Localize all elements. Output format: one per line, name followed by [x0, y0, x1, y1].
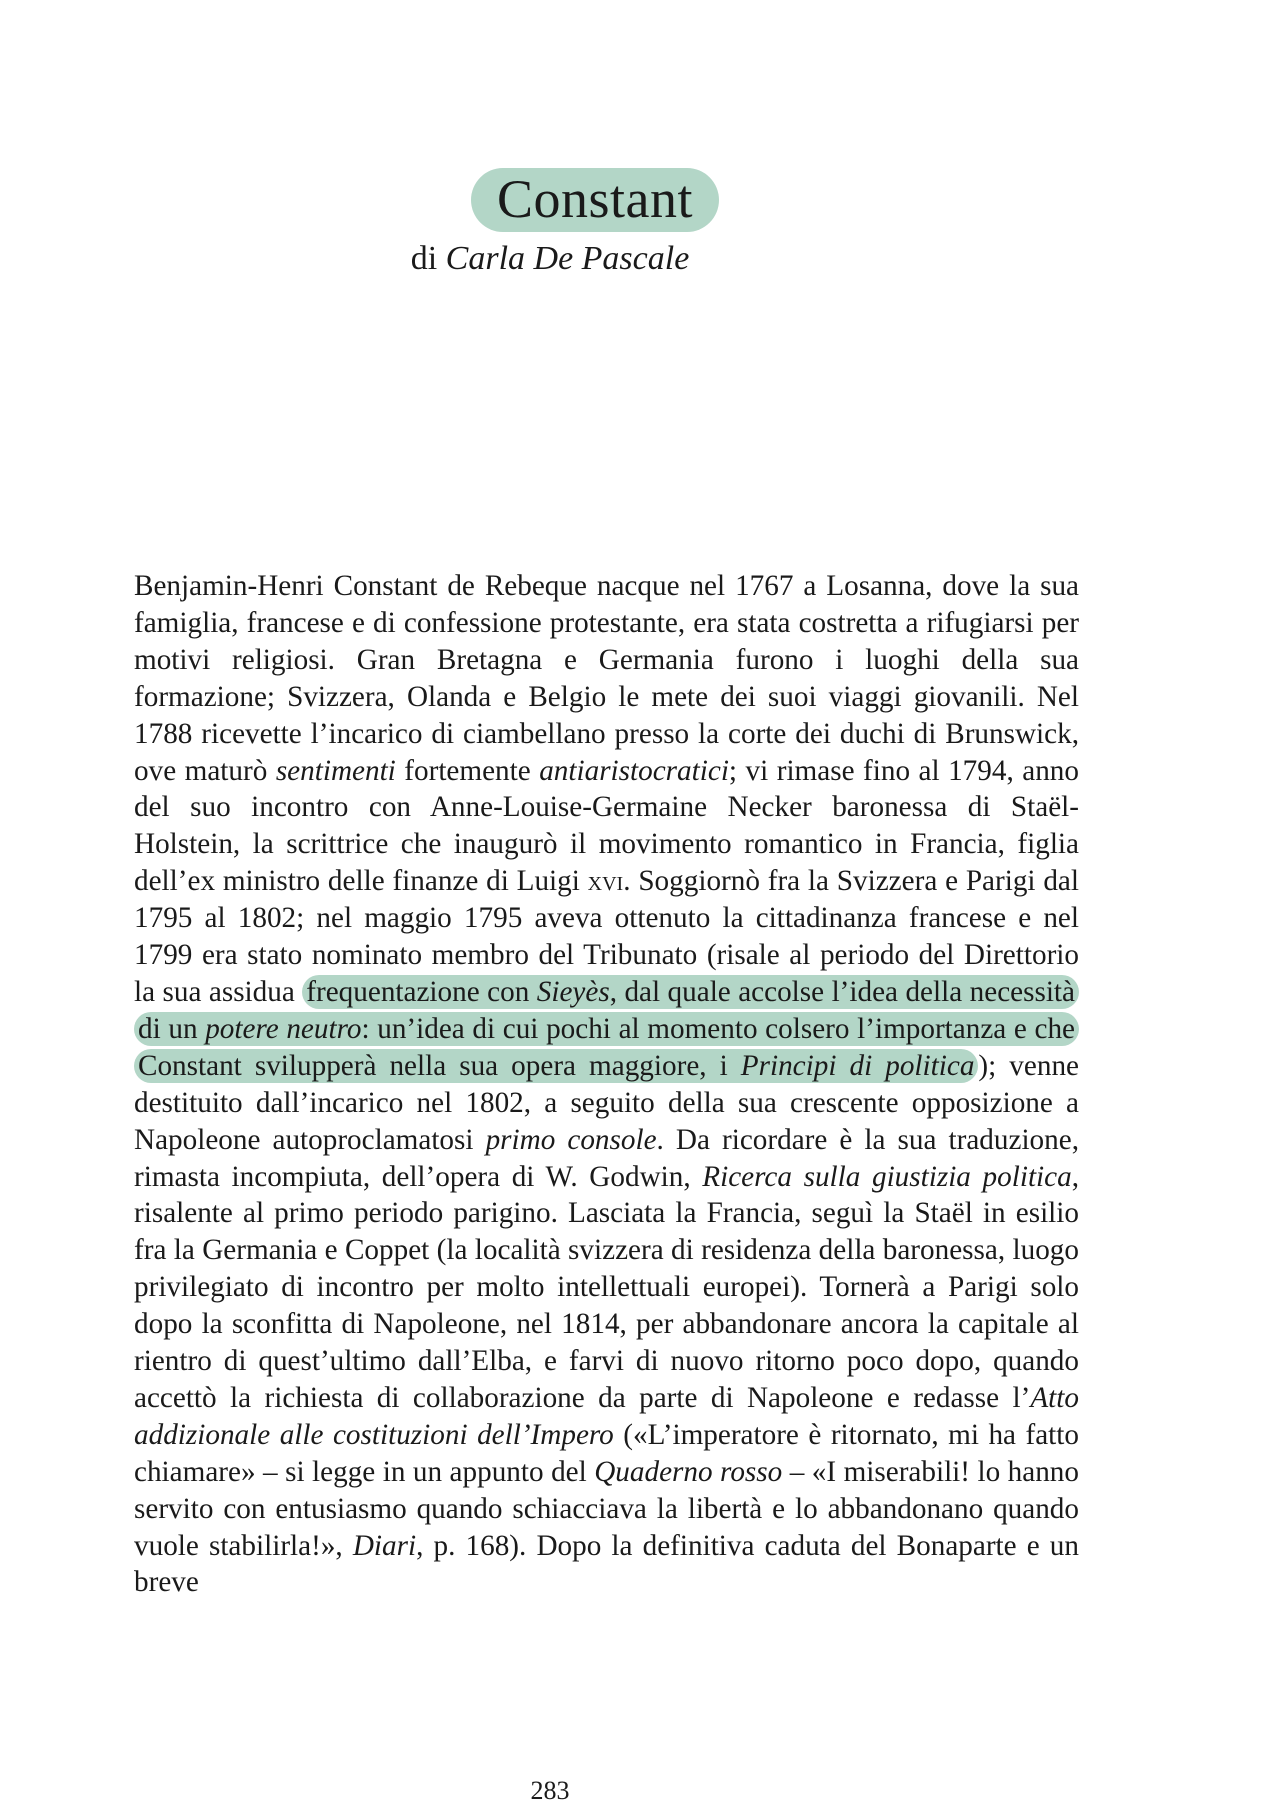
- highlighted-text: , dal quale accolse l’idea della necessità di un: [138, 975, 1075, 1045]
- text-span: , p. 168). Dopo la definitiva caduta del Bonaparte e un breve: [134, 1529, 1079, 1599]
- text-span: , risalente al primo periodo parigino. Lasciata la Francia, seguì la Staël in esilio fra la Germania e Coppet (la località svizzera di residenza della baronessa, luogo privilegiato di incontro per molto intellettuali europei). Tornerà a Parigi solo dopo la sconfitta di Napoleone, nel 1814, per abbandonare ancora la capitale al rientro di quest’ultimo dall’Elba, e farvi di nuovo ritorno poco dopo, quando accettò la richiesta di collaborazione da parte di Napoleone e redasse l’: [134, 1160, 1080, 1414]
- text-span: ; vi rimase fino al 1794, anno del suo incontro con Anne-Louise-Germaine Necker baronessa di Staël-Holstein, la scrittrice che inaugurò il movimento romantico in Francia, figlia dell’ex ministro delle finanze di Luigi: [134, 754, 1079, 898]
- italic-span: primo console: [485, 1123, 657, 1156]
- byline-prefix: di: [410, 240, 438, 277]
- italic-span: sentimenti: [275, 754, 396, 787]
- byline: [0, 240, 1190, 278]
- highlighted-text: frequentazione con: [306, 975, 537, 1008]
- byline-author: Carla De Pascale: [445, 240, 690, 277]
- title-container: [0, 168, 1280, 232]
- italic-span: Quaderno rosso: [594, 1455, 783, 1488]
- highlighted-text: : un’idea di cui pochi al momento colsero l’importanza e che Constant svilupperà nella sua opera maggiore, i: [138, 1012, 1076, 1082]
- text-span: . Da ricordare è la sua traduzione, rimasta incompiuta, dell’opera di W. Godwin,: [134, 1123, 1079, 1193]
- page-title: Constant: [471, 168, 719, 232]
- highlighted-italic: Sieyès: [536, 975, 610, 1008]
- text-span: . Soggiornò fra la Svizzera e Parigi dal 1795 al 1802; nel maggio 1795 aveva ottenuto la cittadinanza francese e nel 1799 era stato nominato membro del Tribunato (risale al periodo del Direttorio la sua assidua: [134, 865, 1079, 1008]
- italic-span: Ricerca sulla giustizia politica: [702, 1160, 1072, 1193]
- italic-span: Diari: [352, 1529, 417, 1562]
- roman-numeral: xvi: [587, 865, 624, 898]
- text-span: Benjamin-Henri Constant de Rebeque nacque nel 1767 a Losanna, dove la sua famiglia, francese e di confessione protestante, era stata costretta a rifugiarsi per motivi religiosi. Gran Bretagna e Germania furono i luoghi della sua formazione; Svizzera, Olanda e Belgio le mete dei suoi viaggi giovanili. Nel 1788 ricevette l’incarico di ciambellano presso la corte dei duchi di Brunswick, ove maturò: [134, 570, 1079, 787]
- italic-span: Atto addizionale alle costituzioni dell’Impero: [134, 1381, 1079, 1451]
- highlighted-italic: potere neutro: [205, 1012, 362, 1045]
- text-span: – «I miserabili! lo hanno servito con entusiasmo quando schiacciava la libertà e lo abbandonano quando vuole stabilirla!»,: [134, 1455, 1079, 1562]
- text-span: («L’imperatore è ritornato, mi ha fatto chiamare» – si legge in un appunto del: [134, 1418, 1079, 1488]
- text-span: fortemente: [395, 754, 540, 787]
- highlighted-italic: Principi di politica: [740, 1049, 975, 1082]
- text-span: ); venne destituito dall’incarico nel 1802, a seguito della sua crescente opposizione a Napoleone autoproclamatosi: [134, 1049, 1079, 1156]
- body-paragraph: [134, 568, 1079, 1601]
- italic-span: antiaristocratici: [539, 754, 729, 787]
- page-number: 283: [530, 1776, 570, 1805]
